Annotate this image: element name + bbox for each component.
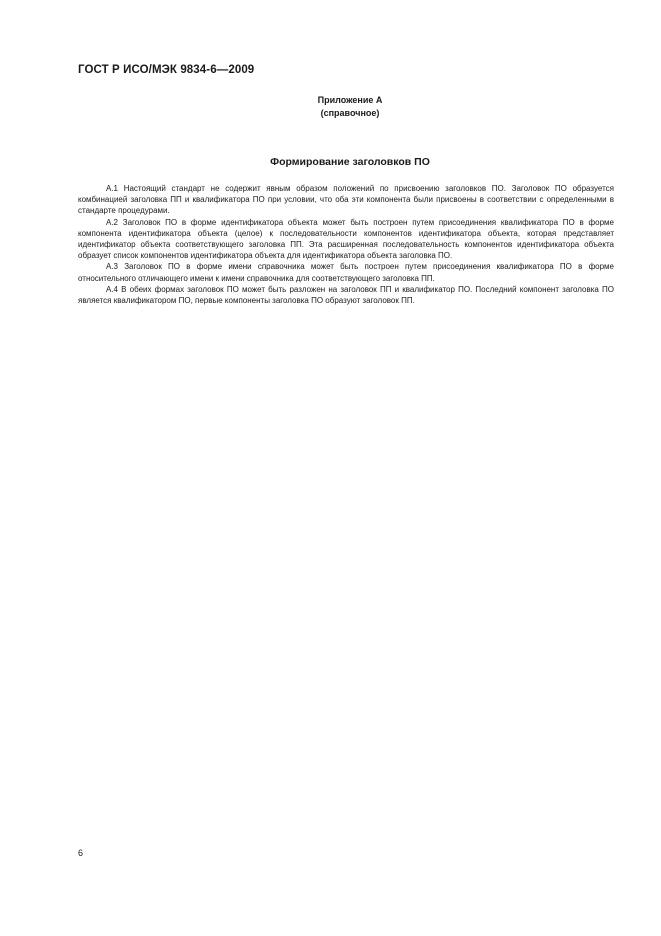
annex-type: (справочное) <box>320 108 380 118</box>
body-text <box>78 183 614 306</box>
annex-title: Приложение А <box>317 95 383 105</box>
page-number: 6 <box>78 848 84 858</box>
paragraph-a1: А.1 Настоящий стандарт не содержит явным образом положений по присвоению заголовков ПО. Заголовок ПО образуется комбинацией заголовка ПП и квалификатора ПО при условии, что оба эти компонента были присвоены в соответствии с определенными в стандарте процедурами. <box>78 184 614 216</box>
paragraph-a3: А.3 Заголовок ПО в форме имени справочника может быть построен путем присоединения квалификатора ПО в форме относительного отличающего имени к имени справочника для соответствующего заголовка ПП. <box>78 262 614 283</box>
paragraph-a4: А.4 В обеих формах заголовок ПО может быть разложен на заголовок ПП и квалификатор ПО. Последний компонент заголовка ПО является квалификатором ПО, первые компоненты заголовка ПО образуют заголовок ПП. <box>78 284 614 306</box>
document-header: ГОСТ Р ИСО/МЭК 9834-6—2009 <box>78 64 255 76</box>
paragraph-a2: А.2 Заголовок ПО в форме идентификатора объекта может быть построен путем присоединения квалификатора ПО в форме компонента идентификатора объекта (целое) к последовательности компонентов идентификатора объекта, которая представляет идентификатор объекта соответствующего заголовка ПП. Эта расширенная последовательность компонентов идентификатора объекта образует список компонентов идентификатора объекта для идентификатора объекта заголовка ПО. <box>78 217 614 261</box>
section-title: Формирование заголовков ПО <box>270 156 430 168</box>
